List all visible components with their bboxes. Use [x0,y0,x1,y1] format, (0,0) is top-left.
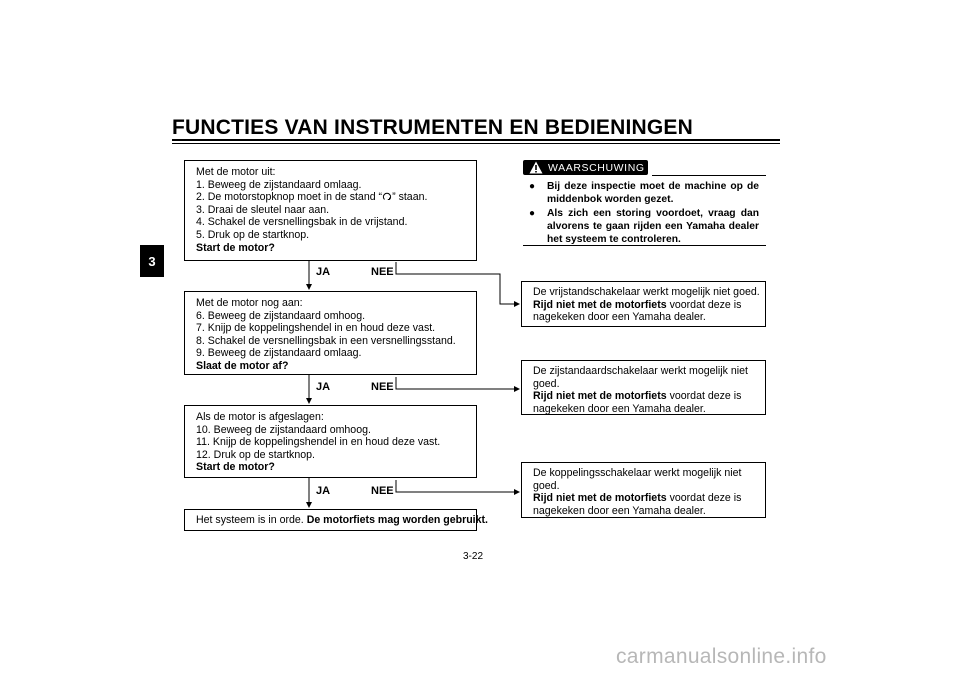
result-text: goed. [533,377,560,390]
final-ok-bold: De motorfiets mag worden gebruikt. [306,514,488,526]
engine-run-symbol-icon [382,191,392,201]
step-3-line: 12. Druk op de startknop. [196,448,315,461]
step-3-box [184,405,477,478]
result-text: nagekeken door een Yamaha dealer. [533,402,706,415]
ja-label-3: JA [316,485,331,497]
bullet-icon: ● [529,181,536,192]
nee-label-3: NEE [371,485,394,497]
step-1-line: 5. Druk op de startknop. [196,228,310,241]
result-text: voordat deze is [666,492,742,505]
result-text: goed. [533,479,560,492]
final-ok-text: Het systeem is in orde. [196,514,307,526]
step-1-box [184,160,477,261]
step-2-line: 7. Knijp de koppelingshendel in en houd deze vast. [196,322,436,335]
step-2-box [184,291,477,375]
warning-list [529,180,759,247]
nee-connector-2 [396,377,519,389]
result-text: De zijstandaardschakelaar werkt mogelijk niet [533,365,748,377]
warning-header [523,160,648,175]
step-3-line: 11. Knijp de koppelingshendel in en houd deze vast. [196,436,441,449]
result-text: nagekeken door een Yamaha dealer. [533,504,706,517]
result-box-neutral-switch [521,281,766,327]
warning-top-rule [652,175,766,176]
step-3-line: 10. Beweeg de zijstandaard omhoog. [196,423,371,436]
nee-connector-3 [396,480,519,492]
result-box-sidestand-switch [521,360,766,415]
result-bold: Rijd niet met de motorfiets [533,298,667,311]
warning-item: ● Bij deze inspectie moet de machine op de middenbok worden gezet. [529,181,759,205]
watermark: carmanualsonline.info [616,645,827,668]
result-text: voordat deze is [666,390,742,403]
bullet-icon: ● [529,208,536,219]
nee-label-1: NEE [371,266,394,278]
page-number: 3-22 [463,551,484,562]
page-title: FUNCTIES VAN INSTRUMENTEN EN BEDIENINGEN [172,116,693,139]
result-box-clutch-switch [521,462,766,518]
step-1-line: 3. Draai de sleutel naar aan. [196,203,330,216]
result-text: De vrijstandschakelaar werkt mogelijk niet goed. [533,286,760,298]
warning-label: WAARSCHUWING [548,161,645,174]
step-1-line: Met de motor uit: [196,166,276,178]
warning-bottom-rule [523,245,766,246]
result-bold: Rijd niet met de motorfiets [533,492,667,505]
step-2-line: 8. Schakel de versnellingsbak in een versnellingsstand. [196,334,456,347]
ja-label-2: JA [316,381,331,393]
step-1-question: Start de motor? [196,241,275,254]
step-1-line: 1. Beweeg de zijstandaard omlaag. [196,178,362,191]
warning-triangle-icon [529,161,543,174]
step-2-line: Met de motor nog aan: [196,297,303,309]
step-2-question: Slaat de motor af? [196,359,289,372]
result-bold: Rijd niet met de motorfiets [533,390,667,403]
result-text: De koppelingsschakelaar werkt mogelijk niet [533,467,742,479]
ja-label-1: JA [316,266,331,278]
step-1-line: 4. Schakel de versnellingsbak in de vrijstand. [196,216,408,229]
step-2-line: 6. Beweeg de zijstandaard omhoog. [196,309,366,322]
chapter-tab: 3 [140,245,164,277]
result-text: voordat deze is [666,298,742,311]
nee-label-2: NEE [371,381,394,393]
result-text: nagekeken door een Yamaha dealer. [533,311,706,324]
final-ok-box [184,509,488,531]
step-3-question: Start de motor? [196,461,275,474]
step-2-line: 9. Beweeg de zijstandaard omlaag. [196,347,362,360]
step-3-line: Als de motor is afgeslagen: [196,411,324,423]
warning-item: ● Als zich een storing voordoet, vraag dan alvorens te gaan rijden een Yamaha dealer het systeem te controleren. [529,208,759,245]
step-1-line-stop-switch: 2. De motorstopknop moet in de stand “ ” staan. [196,191,428,204]
